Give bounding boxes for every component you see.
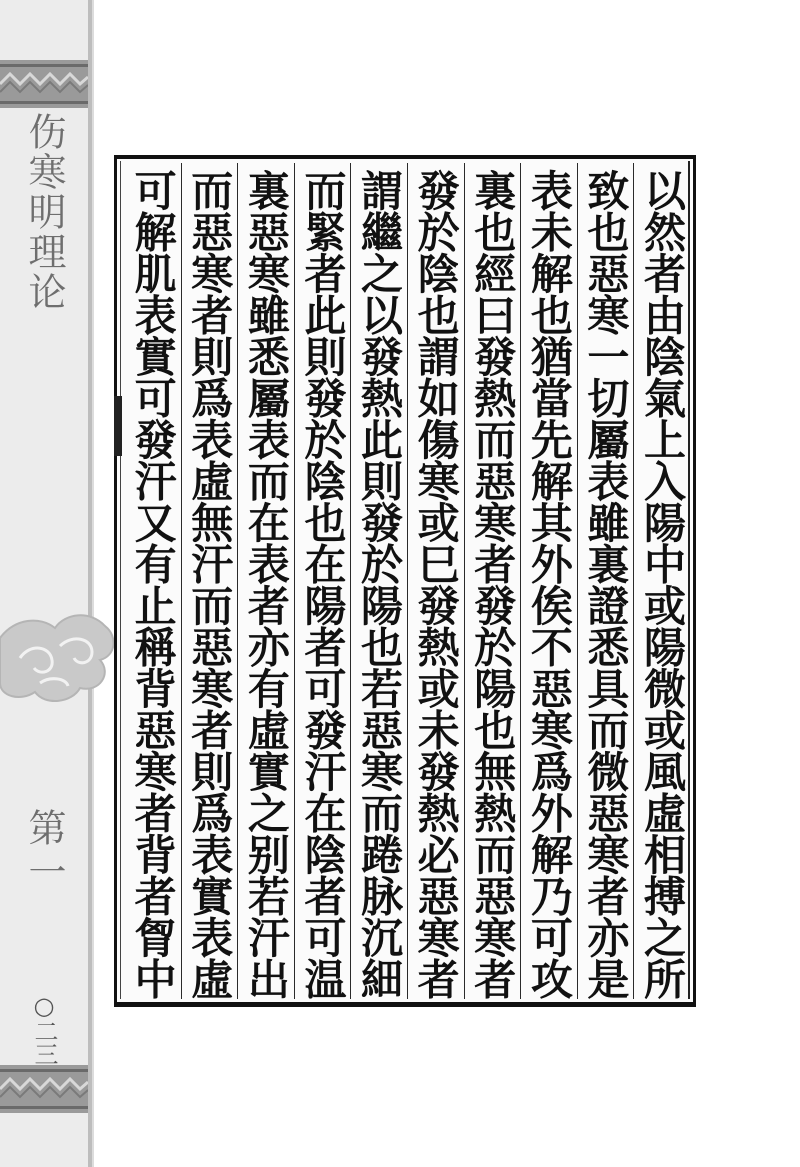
decorative-band-top [0, 60, 88, 108]
text-column-1: 以然者由陰氣上入陽中或陽微或風虛相搏之所 [633, 163, 690, 999]
page-number: ○二三 [30, 992, 58, 1065]
text-column-7: 而緊者此則發於陰也在陽者可發汗在陰者可温 [294, 163, 351, 999]
gutter-mark [114, 396, 122, 456]
text-column-4: 裏也經曰發熱而惡寒者發於陽也無熱而惡寒者 [464, 163, 521, 999]
chapter-label: 第一 [22, 808, 66, 896]
text-column-2: 致也惡寒一切屬表雖裏證悉具而微惡寒者亦是 [577, 163, 634, 999]
text-column-8: 裏惡寒雖悉屬表而在表者亦有虛實之别若汗出 [237, 163, 294, 999]
text-column-5: 發於陰也謂如傷寒或巳發熱或未發熱必惡寒者 [407, 163, 464, 999]
decorative-band-bottom [0, 1065, 88, 1113]
book-title: 伤寒明理论 [22, 112, 66, 312]
text-columns [124, 163, 690, 999]
cloud-ornament-icon [0, 598, 118, 718]
margin-edge-highlight [92, 0, 94, 1167]
text-column-6: 謂繼之以發熱此則發於陽也若惡寒而踡脉沉細 [350, 163, 407, 999]
text-column-9: 而惡寒者則爲表虛無汗而惡寒者則爲表實表虛 [181, 163, 238, 999]
text-column-3: 表未解也猶當先解其外俟不惡寒爲外解乃可攻 [520, 163, 577, 999]
text-column-10: 可解肌表實可發汗又有止稱背惡寒者背者胷中 [128, 169, 178, 999]
